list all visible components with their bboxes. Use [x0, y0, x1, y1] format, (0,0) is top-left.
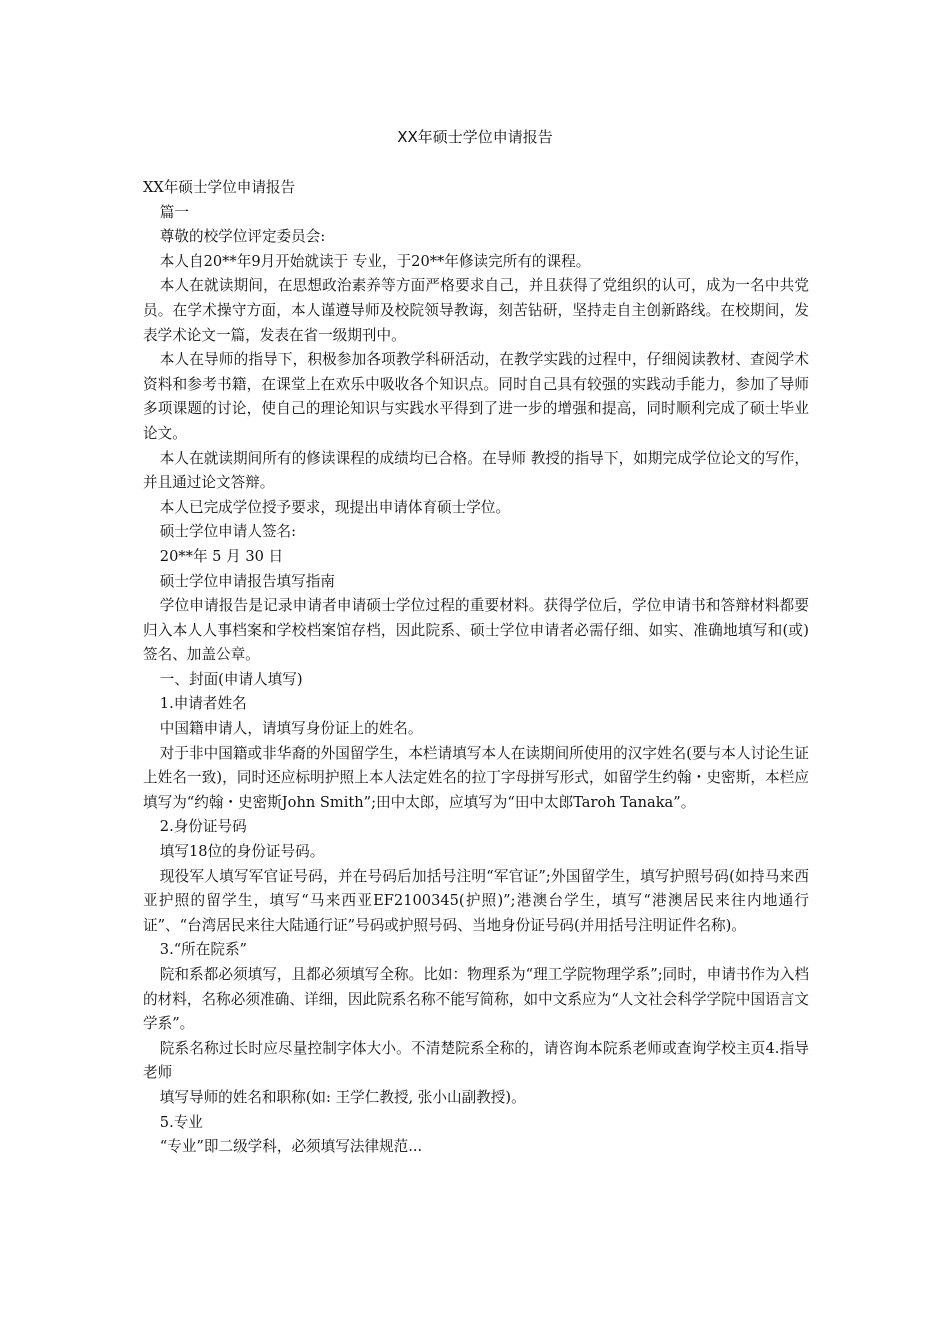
paragraph: 对于非中国籍或非华裔的外国留学生，本栏请填写本人在读期间所使用的汉字姓名(要与本人讨论生证上姓名一致)，同时还应标明护照上本人法定姓名的拉丁字母拼写形式，如留学生约翰・史密斯，本栏应填写为“约翰・史密斯John Smith”;田中太郎，应填写为“田中太郎Taroh Tanaka”。 [143, 744, 809, 811]
paragraph: 本人在导师的指导下，积极参加各项教学科研活动，在教学实践的过程中，仔细阅读教材、查阅学术资料和参考书籍，在课堂上在欢乐中吸收各个知识点。同时自己具有较强的实践动手能力，参加了导师多项课题的讨论，使自己的理论知识与实践水平得到了进一步的增强和提高，同时顺利完成了硕士毕业论文。 [143, 351, 809, 442]
subheading: 3.“所在院系” [159, 941, 248, 959]
paragraph: 本人自20**年9月开始就读于 专业，于20**年修读完所有的课程。 [159, 252, 591, 270]
section-label: 篇一 [159, 203, 189, 221]
date-line: 20**年 5 月 30 日 [159, 547, 284, 565]
paragraph: 填写导师的姓名和职称(如: 王学仁教授, 张小山副教授)。 [159, 1088, 526, 1106]
subheading: 2.身份证号码 [159, 818, 247, 836]
guide-heading: 硕士学位申请报告填写指南 [159, 572, 335, 590]
salutation: 尊敬的校学位评定委员会: [159, 228, 326, 246]
paragraph: 院系名称过长时应尽量控制字体大小。不清楚院系全称的，请咨询本院系老师或查询学校主页4.指导老师 [143, 1039, 809, 1082]
paragraph: 学位申请报告是记录申请者申请硕士学位过程的重要材料。获得学位后，学位申请书和答辩材料都要归入本人人事档案和学校档案馆存档，因此院系、硕士学位申请者必需仔细、如实、准确地填写和(或)签名、加盖公章。 [143, 597, 809, 664]
subheading: 5.专业 [159, 1113, 203, 1131]
document-body [143, 176, 809, 1160]
paragraph: 院和系都必须填写，且都必须填写全称。比如：物理系为“理工学院物理学系”;同时，申请书作为入档的材料，名称必须准确、详细，因此院系名称不能写简称，如中文系应为“人文社会科学学院中国语言文学系”。 [143, 966, 809, 1033]
paragraph: “专业”即二级学科，必须填写法律规范... [159, 1138, 423, 1156]
paragraph: 填写18位的身份证号码。 [159, 843, 325, 861]
paragraph: 中国籍申请人，请填写身份证上的姓名。 [159, 720, 423, 738]
signature-line: 硕士学位申请人签名: [159, 523, 297, 541]
paragraph: 本人已完成学位授予要求，现提出申请体育硕士学位。 [159, 498, 511, 516]
body-heading: XX年硕士学位申请报告 [143, 179, 296, 196]
subheading: 1.申请者姓名 [159, 695, 247, 713]
subheading: 一、封面(申请人填写) [159, 670, 303, 688]
document-title: XX年硕士学位申请报告 [397, 128, 553, 146]
paragraph: 本人在就读期间所有的修读课程的成绩均已合格。在导师 教授的指导下，如期完成学位论文的写作，并且通过论文答辩。 [143, 449, 809, 492]
paragraph: 本人在就读期间，在思想政治素养等方面严格要求自己，并且获得了党组织的认可，成为一名中共党员。在学术操守方面，本人谨遵导师及校院领导教诲，刻苦钻研，坚持走自主创新路线。在校期间，发表学术论文一篇，发表在省一级期刊中。 [143, 277, 809, 344]
paragraph: 现役军人填写军官证号码，并在号码后加括号注明“军官证”;外国留学生，填写护照号码(如持马来西亚护照的留学生，填写“马来西亚EF2100345(护照)”;港澳台学生，填写“港澳居民来往内地通行证”、“台湾居民来往大陆通行证”号码或护照号码、当地身份证号码(并用括号注明证件名称)。 [143, 867, 809, 934]
